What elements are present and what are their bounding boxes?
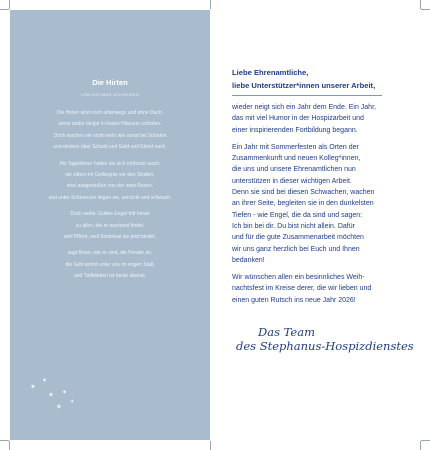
crop-mark — [9, 0, 10, 9]
letter-line: die uns und unsere Ehrenamtlichen nun — [232, 166, 356, 174]
poem-line: Doch wehe: Gottes Engel tritt heran — [70, 211, 150, 218]
poem-line: weil Pflicht, weil Schicksal sie jetzt bindet, — [63, 234, 157, 241]
signature-line: Das Team — [258, 325, 315, 339]
star-icon: ✶ — [48, 392, 54, 399]
letter-line: Zusammenkunft und neuen Kolleg*innen, — [232, 155, 361, 163]
crop-mark — [0, 440, 9, 441]
greeting-line: liebe Unterstützer*innen unserer Arbeit, — [232, 81, 376, 90]
poem-line: Doch wachen sie nicht mehr wie sonst bei Schafen — [53, 132, 167, 139]
poem-line: wenn andre längst in festen Häusern schlafen. — [58, 121, 162, 128]
letter-paragraph — [232, 102, 422, 136]
letter-line: an ihrer Seite, begleiten sie in den dunkelsten — [232, 200, 374, 208]
crop-mark — [421, 9, 430, 10]
poem-line: sagt ihnen, wie er sind, die Freude an, — [67, 250, 153, 257]
poem-line: sind ausgestoßen von der zwei Rosen, — [66, 183, 154, 190]
letter-line: bedanken! — [232, 256, 265, 264]
letter-body — [232, 102, 422, 306]
divider — [232, 95, 382, 96]
poem-line: und Tiefblieben ist heute überall. — [74, 273, 146, 280]
star-icon: ✶ — [42, 378, 48, 384]
poem-author: VON DIETMAR SCHNEIDER — [80, 92, 140, 97]
crop-mark — [420, 441, 421, 450]
letter-line: Tiefen - wie Engel, die da sind und sagen: — [232, 211, 363, 219]
fold-mark — [210, 0, 211, 9]
letter-line: das mit viel Humor in der Hospizarbeit und — [232, 115, 364, 123]
stars-decoration — [28, 378, 88, 418]
crop-mark — [420, 0, 421, 9]
greeting-line: Liebe Ehrenamtliche, — [232, 68, 309, 77]
star-icon: ✶ — [70, 399, 75, 405]
poem-line: und denken über Schuld und Geld und Elend nach. — [53, 144, 167, 151]
crop-mark — [0, 9, 9, 10]
poem-line: und unter Schmerzen liegen sie, verrückt und schwach. — [48, 194, 172, 201]
letter-line: Denn sie sind bei diesen Schwachen, wachen — [232, 189, 375, 197]
poem-line: die Gott wohnt unter uns im engen Stall, — [65, 261, 155, 268]
letter-line: unterstützen in dieser wichtigen Arbeit. — [232, 177, 352, 185]
crop-mark — [9, 441, 10, 450]
poem-line: Die Hirten sind noch unterwegs und ohne Dach, — [56, 110, 164, 116]
poem-stanza — [10, 248, 210, 282]
letter-line: wir uns ganz herzlich bei Euch und Ihnen — [232, 245, 360, 253]
poem-body — [10, 108, 210, 288]
letter-line: und für die gute Zusammenarbeit möchten — [232, 234, 364, 242]
poem-stanza — [10, 159, 210, 205]
signature-line: des Stephanus-Hospizdienstes — [236, 339, 414, 353]
poem-line: zu allen, die er wachend findet, — [75, 222, 145, 229]
letter-line: Ein Jahr mit Sommerfesten als Orten der — [232, 143, 359, 151]
poem-title: Die Hirten — [92, 78, 128, 87]
letter — [232, 66, 422, 306]
letter-line: einer inspirierenden Fortbildung begann. — [232, 126, 358, 134]
letter-paragraph — [232, 142, 422, 266]
poem-line: Als Tagelöhner halten sie sich mühsam wach, — [59, 160, 161, 167]
letter-line: Ich bin bei dir. Du bist nicht allein. Dafür — [232, 222, 355, 230]
letter-paragraph — [232, 272, 422, 306]
poem-line: sie zittern im Gefängnis vor den Strafen, — [65, 172, 155, 179]
letter-line: wieder neigt sich ein Jahr dem Ende. Ein Jahr, — [232, 104, 376, 111]
star-icon: ✶ — [30, 384, 36, 391]
star-icon: ✶ — [56, 404, 62, 411]
star-icon: ✶ — [62, 390, 68, 396]
signature — [236, 325, 426, 353]
letter-line: nachtsfest im Kreise derer, die wir lieben und — [232, 285, 372, 293]
letter-line: Wir wünschen allen ein besinnliches Weih- — [232, 274, 365, 282]
poem-stanza — [10, 108, 210, 154]
poem-stanza — [10, 209, 210, 243]
crop-mark — [421, 440, 430, 441]
fold-mark — [210, 441, 211, 450]
letter-line: einen guten Rutsch ins neue Jahr 2026! — [232, 296, 356, 304]
